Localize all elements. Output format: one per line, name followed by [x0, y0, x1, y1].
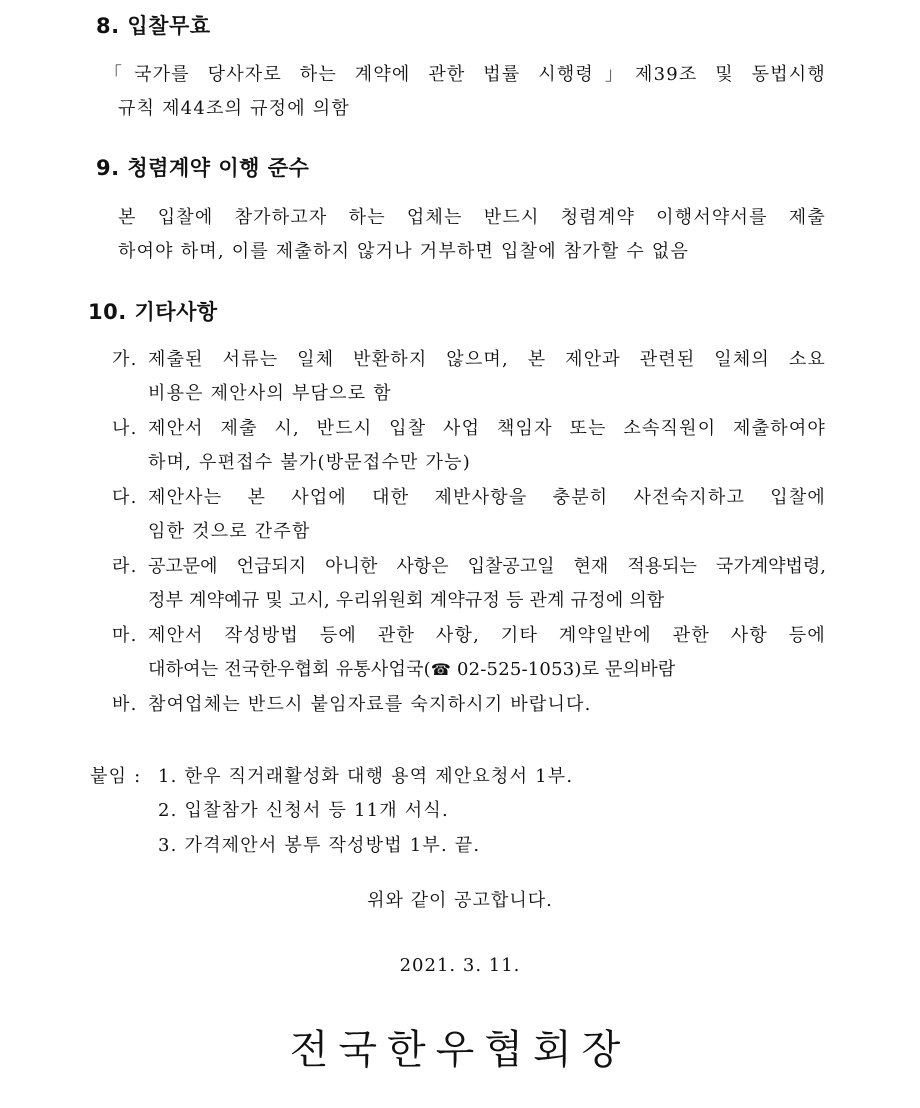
item-line-1: 공고문에 언급되지 아니한 사항은 입찰공고일 현재 적용되는 국가계약법령, [148, 556, 826, 577]
item-mark: 가. [112, 349, 138, 370]
item-line-2 [148, 655, 675, 681]
section-10-heading: 10. 기타사항 [88, 300, 218, 324]
telephone-icon: ☎ [430, 660, 452, 679]
item-line-2: 하며, 우편접수 불가(방문접수만 가능) [148, 452, 471, 473]
section-9-line-1: 본 입찰에 참가하고자 하는 업체는 반드시 청렴계약 이행서약서를 제출 [118, 207, 826, 228]
item-line-1: 제출된 서류는 일체 반환하지 않으며, 본 제안과 관련된 일체의 소요 [148, 349, 826, 370]
item-mark: 다. [112, 487, 138, 508]
attachment-item: 2. 입찰참가 신청서 등 11개 서식. [158, 800, 449, 821]
attachment-item: 3. 가격제안서 봉투 작성방법 1부. 끝. [158, 835, 481, 856]
item-line-2-text: 대하여는 전국한우협회 유통사업국( [148, 659, 431, 680]
item-line-2: 비용은 제안사의 부담으로 함 [148, 383, 392, 404]
item-mark: 마. [112, 625, 138, 646]
item-mark: 나. [112, 418, 138, 439]
item-line-1: 참여업체는 반드시 붙임자료를 숙지하시기 바랍니다. [148, 694, 592, 715]
attachments-label: 붙임 : [90, 766, 142, 787]
closing-statement: 위와 같이 공고합니다. [367, 890, 553, 911]
section-9-line-2: 하여야 하며, 이를 제출하지 않거나 거부하면 입찰에 참가할 수 없음 [118, 241, 690, 262]
section-8-line-2: 규칙 제44조의 규정에 의함 [118, 98, 350, 119]
section-8-heading: 8. 입찰무효 [96, 14, 211, 38]
item-mark: 바. [112, 694, 138, 715]
item-line-2: 정부 계약예규 및 고시, 우리위원회 계약규정 등 관계 규정에 의함 [148, 590, 665, 611]
item-line-2-phone: 02-525-1053)로 문의바람 [451, 659, 676, 680]
item-line-1: 제안사는 본 사업에 대한 제반사항을 충분히 사전숙지하고 입찰에 [148, 487, 826, 508]
attachment-item: 1. 한우 직거래활성화 대행 용역 제안요청서 1부. [158, 766, 574, 787]
item-line-1: 제안서 작성방법 등에 관한 사항, 기타 계약일반에 관한 사항 등에 [148, 625, 826, 646]
item-mark: 라. [112, 556, 138, 577]
issuer-signature: 전국한우협회장 [289, 1027, 631, 1073]
announcement-date: 2021. 3. 11. [399, 955, 521, 976]
section-8-line-1: 「국가를 당사자로 하는 계약에 관한 법률 시행령」제39조 및 동법시행 [104, 64, 826, 85]
section-9-heading: 9. 청렴계약 이행 준수 [96, 156, 310, 180]
item-line-2: 임한 것으로 간주함 [148, 521, 311, 542]
item-line-1: 제안서 제출 시, 반드시 입찰 사업 책임자 또는 소속직원이 제출하여야 [148, 418, 826, 439]
